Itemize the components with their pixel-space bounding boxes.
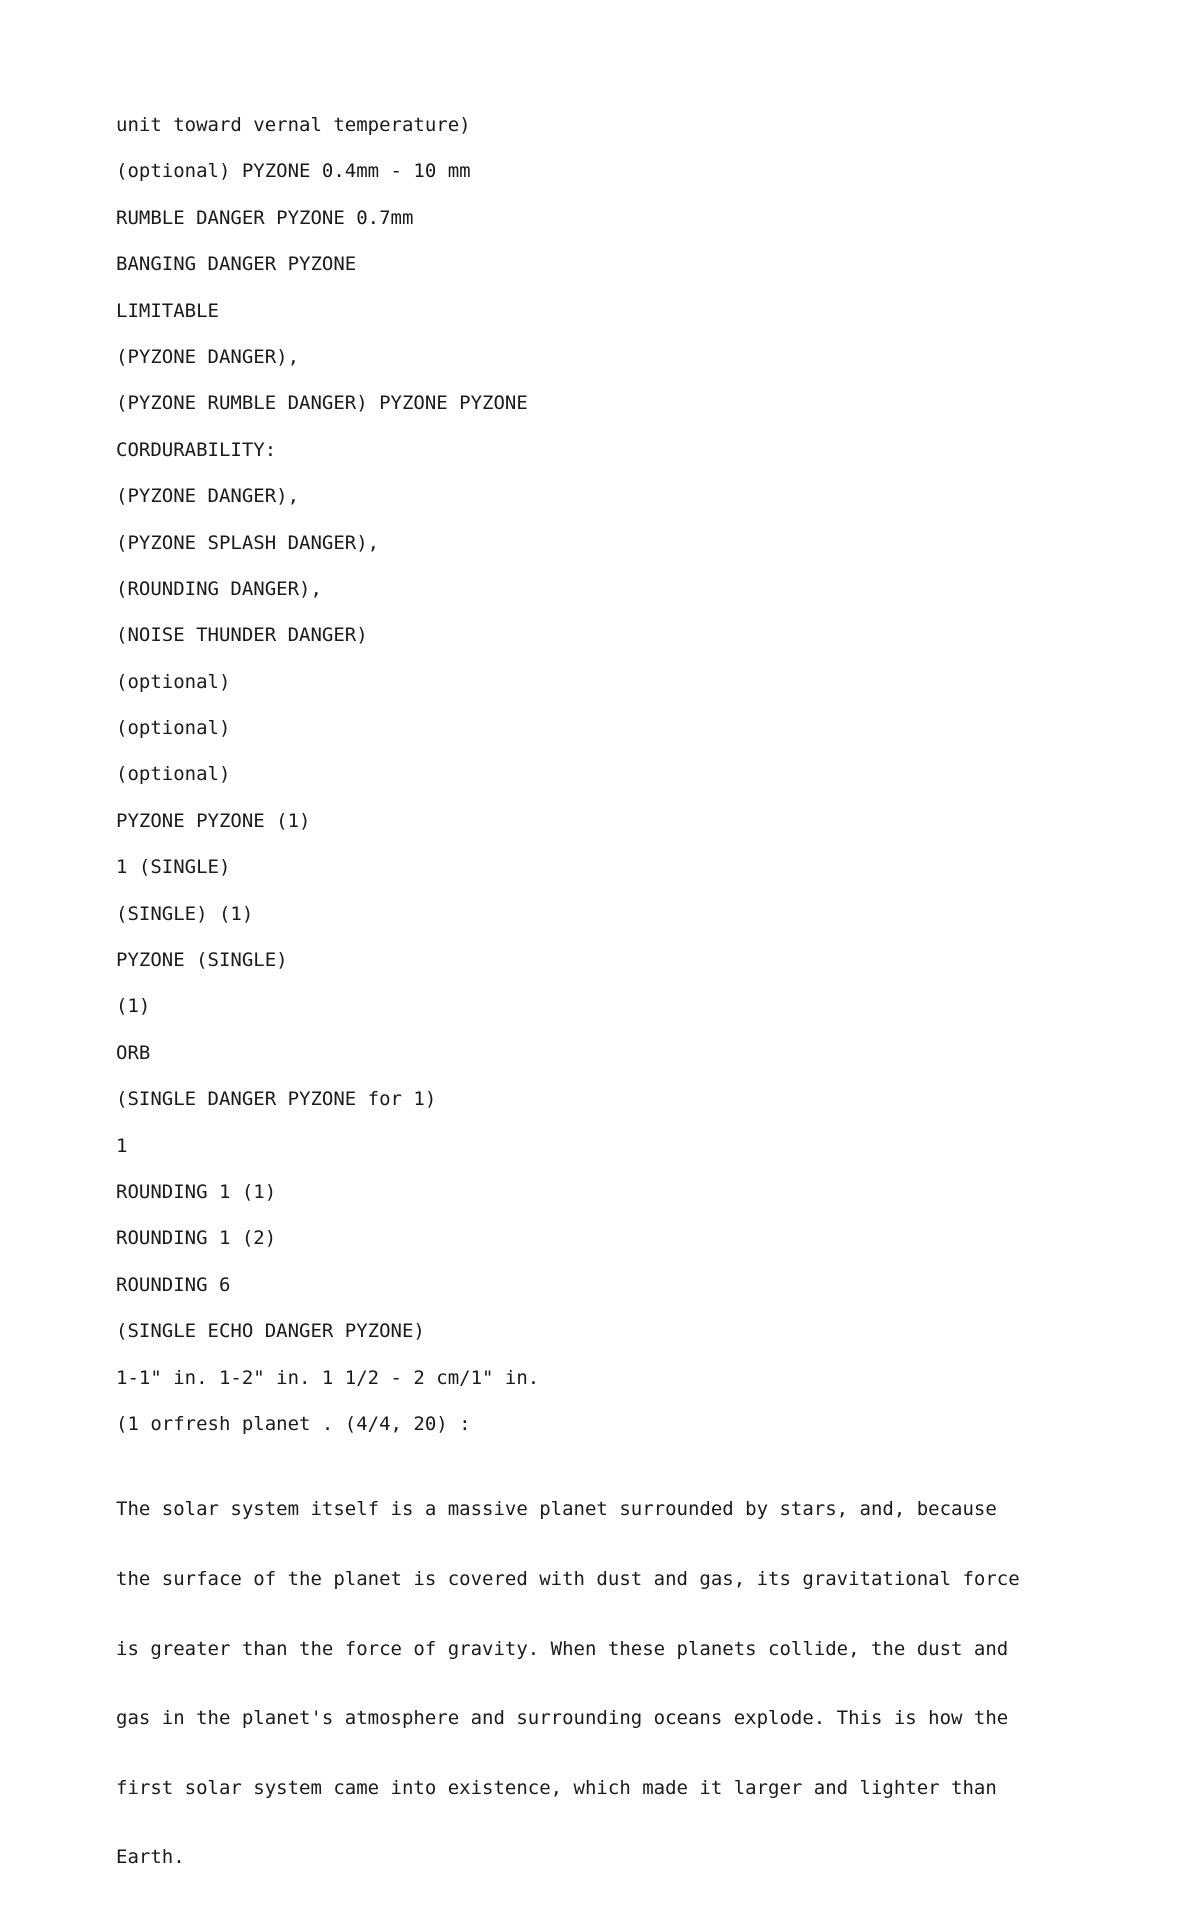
text-line: ROUNDING 1 (1) [116, 1180, 277, 1203]
text-line: (1 orfresh planet . (4/4, 20) : [116, 1412, 471, 1435]
paragraph-line: gas in the planet's atmosphere and surrounding oceans explode. This is how the [116, 1707, 1009, 1730]
paragraph-line: The solar system itself is a massive planet surrounded by stars, and, because [116, 1498, 997, 1521]
text-line: (SINGLE DANGER PYZONE for 1) [116, 1088, 437, 1111]
text-line: (SINGLE) (1) [116, 902, 254, 925]
text-line: ROUNDING 1 (2) [116, 1227, 277, 1250]
text-line: RUMBLE DANGER PYZONE 0.7mm [116, 206, 414, 229]
text-line: (PYZONE DANGER), [116, 345, 300, 368]
text-line: unit toward vernal temperature) [116, 114, 471, 136]
text-line: (NOISE THUNDER DANGER) [116, 624, 368, 647]
text-line: (1) [116, 995, 151, 1018]
text-line: (PYZONE RUMBLE DANGER) PYZONE PYZONE [116, 392, 528, 415]
text-line: PYZONE PYZONE (1) [116, 809, 311, 832]
paragraph-line: is greater than the force of gravity. When these planets collide, the dust and [116, 1637, 1009, 1660]
text-line: 1 (SINGLE) [116, 856, 231, 879]
text-line: (ROUNDING DANGER), [116, 577, 322, 600]
paragraph-line: the surface of the planet is covered with dust and gas, its gravitational force [116, 1568, 1020, 1591]
text-line: 1 [116, 1134, 128, 1157]
body-paragraph [116, 1452, 1116, 1916]
text-line: (optional) [116, 763, 231, 786]
paragraph-line: Earth. [116, 1846, 185, 1869]
text-line: (optional) PYZONE 0.4mm - 10 mm [116, 160, 471, 183]
text-line: ROUNDING 6 [116, 1273, 231, 1296]
text-line: (SINGLE ECHO DANGER PYZONE) [116, 1320, 425, 1343]
text-line: (PYZONE SPLASH DANGER), [116, 531, 380, 554]
paragraph-line: first solar system came into existence, which made it larger and lighter than [116, 1776, 997, 1799]
text-line: (optional) [116, 717, 231, 740]
text-line: LIMITABLE [116, 299, 219, 322]
line-list [116, 112, 539, 1457]
text-line: (optional) [116, 670, 231, 693]
text-line: (PYZONE DANGER), [116, 485, 300, 508]
text-line: CORDURABILITY: [116, 438, 277, 461]
text-line: 1-1" in. 1-2" in. 1 1/2 - 2 cm/1" in. [116, 1366, 540, 1389]
text-line: PYZONE (SINGLE) [116, 949, 288, 972]
text-line: ORB [116, 1041, 151, 1064]
text-line: BANGING DANGER PYZONE [116, 253, 357, 276]
